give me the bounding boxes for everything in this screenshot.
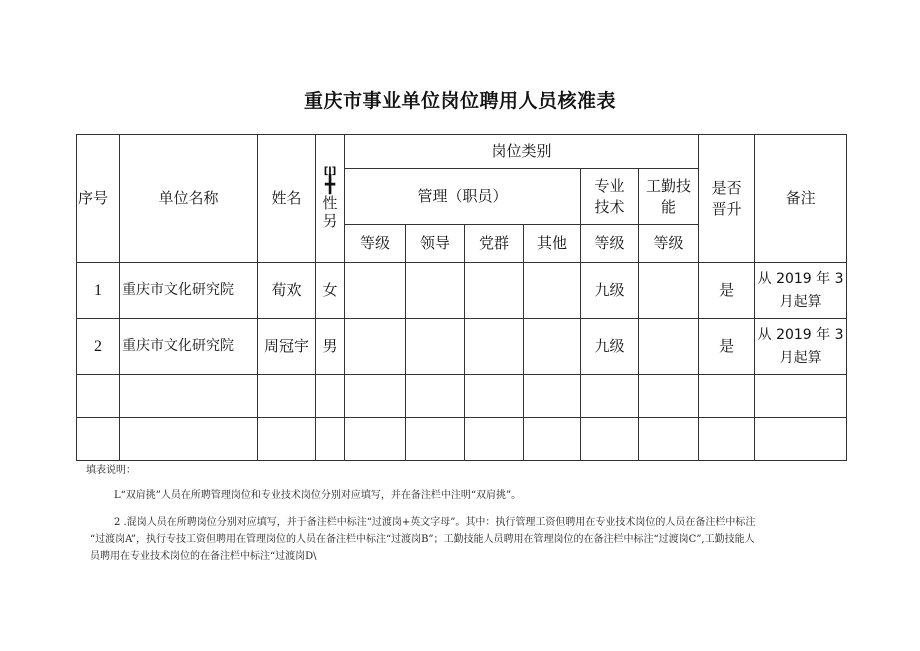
approval-table — [76, 134, 847, 461]
row-cell-empty — [406, 263, 465, 319]
row-cell-empty — [465, 263, 524, 319]
header-grade-mgmt: 等级 — [345, 225, 406, 263]
header-other: 其他 — [524, 225, 581, 263]
note-item-1: L“双肩挑”人员在所聘管理岗位和专业技术岗位分别对应填写，并在备注栏中注明“双肩挑”。 — [114, 490, 522, 501]
row-cell-empty — [345, 263, 406, 319]
page-title: 重庆市事业单位岗位聘用人员核准表 — [303, 90, 616, 112]
table-row-empty — [77, 375, 847, 418]
header-grade-prof: 等级 — [581, 225, 639, 263]
row-prof-grade: 九级 — [581, 319, 639, 375]
header-worker: 工勤技能 — [639, 169, 699, 225]
header-remarks: 备注 — [755, 135, 847, 263]
row-cell-empty — [524, 263, 581, 319]
row-gender: 男 — [316, 319, 345, 375]
table-row-empty — [77, 418, 847, 461]
header-management: 管理（职员） — [345, 169, 581, 225]
row-name: 荀欢 — [258, 263, 316, 319]
header-promoted: 是否晋升 — [699, 135, 755, 263]
header-grade-worker: 等级 — [639, 225, 699, 263]
header-lead: 领导 — [406, 225, 465, 263]
row-remark: 从 2019 年 3 月起算 — [755, 263, 847, 319]
row-prof-grade: 九级 — [581, 263, 639, 319]
row-promoted: 是 — [699, 263, 755, 319]
header-row-1 — [77, 135, 847, 169]
row-cell-empty — [406, 319, 465, 375]
table-row — [77, 319, 847, 375]
row-cell-empty — [524, 319, 581, 375]
header-unit: 单位名称 — [120, 135, 258, 263]
header-gender-label: 性另 — [322, 194, 338, 230]
note-item-2-line-2: “过渡岗A”，执行专技工资但聘用在管理岗位的人员在备注栏中标注“过渡岗B”；工勤技能人员聘用在管理岗位的在备注栏中标注“过渡岗C”,工勤技能人 — [90, 534, 755, 545]
row-seq: 2 — [77, 319, 120, 375]
header-name: 姓名 — [258, 135, 316, 263]
row-remark: 从 2019 年 3 月起算 — [755, 319, 847, 375]
row-promoted: 是 — [699, 319, 755, 375]
header-party: 党群 — [465, 225, 524, 263]
row-unit: 重庆市文化研究院 — [120, 319, 258, 375]
note-item-2-line-3: 员聘用在专业技术岗位的在备注栏中标注“过渡岗D\ — [90, 551, 317, 562]
notes-heading: 填表说明： — [86, 465, 136, 476]
table-row — [77, 263, 847, 319]
note-item-2-line-1: 2 .混岗人员在所聘岗位分别对应填写，并于备注栏中标注“过渡岗+英文字母”。其中：执行管理工资但聘用在专业技术岗位的人员在备注栏中标注 — [114, 517, 756, 528]
row-cell-empty — [639, 263, 699, 319]
header-seq: 序号 — [77, 135, 120, 263]
row-cell-empty — [639, 319, 699, 375]
header-gender-mark: [l] — [323, 166, 337, 177]
header-gender — [316, 135, 345, 263]
header-professional: 专业技术 — [581, 169, 639, 225]
row-gender: 女 — [316, 263, 345, 319]
row-cell-empty — [345, 319, 406, 375]
row-unit: 重庆市文化研究院 — [120, 263, 258, 319]
row-name: 周冠宇 — [258, 319, 316, 375]
row-cell-empty — [465, 319, 524, 375]
row-seq: 1 — [77, 263, 120, 319]
header-gender-glyph: ╋ — [324, 175, 336, 195]
header-post-category: 岗位类别 — [345, 135, 699, 169]
notes-section — [86, 462, 856, 565]
